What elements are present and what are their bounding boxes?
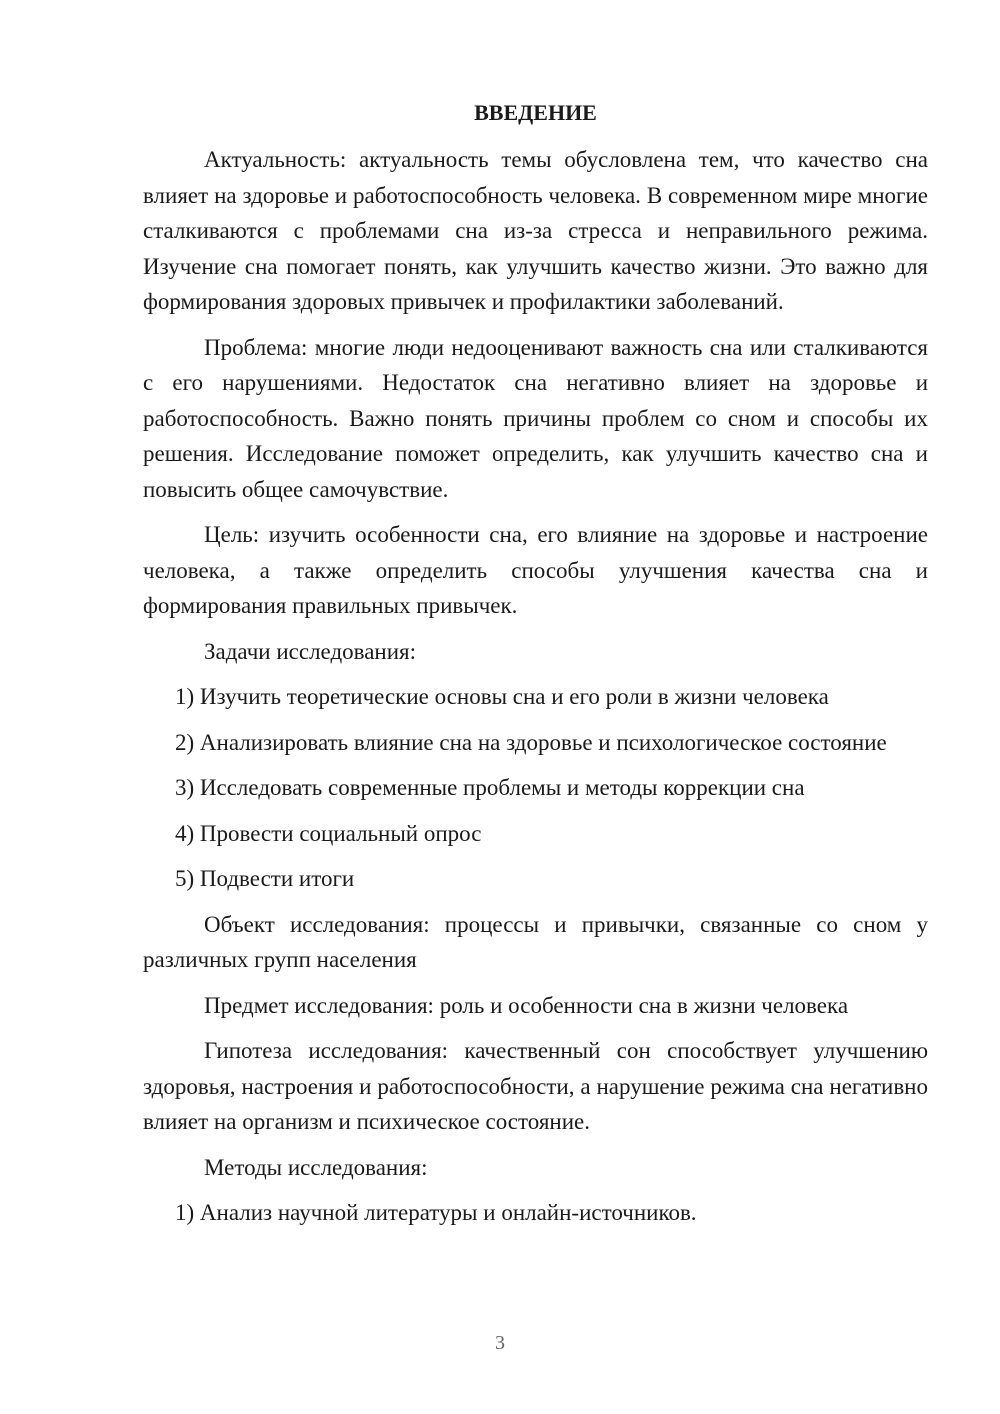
methods-heading: Методы исследования: — [204, 1154, 428, 1180]
task-item: 3) Исследовать современные проблемы и методы коррекции сна — [175, 775, 805, 800]
task-item: 4) Провести социальный опрос — [175, 820, 482, 846]
page-number: 3 — [495, 1332, 505, 1354]
task-item: 2) Анализировать влияние сна на здоровье и психологическое состояние — [175, 729, 887, 755]
page-title: ВВЕДЕНИЕ — [474, 100, 597, 125]
hypothesis-paragraph: Гипотеза исследования: качественный сон способствует улучшению здоровья, настроения и работоспособности, а нарушение режима сна негативно влияет на организм и психическое состояние. — [143, 1038, 928, 1134]
goal-paragraph: Цель: изучить особенности сна, его влияние на здоровье и настроение человека, а также определить способы улучшения качества сна и формирования правильных привычек. — [143, 522, 928, 618]
subject-paragraph: Предмет исследования: роль и особенности сна в жизни человека — [204, 992, 849, 1018]
task-item: 1) Изучить теоретические основы сна и его роли в жизни человека — [175, 684, 829, 709]
task-item: 5) Подвести итоги — [175, 866, 355, 891]
relevance-paragraph: Актуальность: актуальность темы обусловлена тем, что качество сна влияет на здоровье и работоспособность человека. В современном мире многие сталкиваются с проблемами сна из-за стресса и неправильного режима. Изучение сна помогает понять, как улучшить качество жизни. Это важно для формирования здоровых привычек и профилактики заболеваний. — [143, 147, 928, 314]
method-item: 1) Анализ научной литературы и онлайн-источников. — [175, 1200, 697, 1225]
page-content — [143, 95, 928, 1241]
object-paragraph: Объект исследования: процессы и привычки, связанные со сном у различных групп населения — [143, 911, 928, 972]
tasks-heading: Задачи исследования: — [204, 638, 417, 664]
problem-paragraph: Проблема: многие люди недооценивают важность сна или сталкиваются с его нарушениями. Недостаток сна негативно влияет на здоровье и работоспособность. Важно понять причины проблем со сном и способы их решения. Исследование поможет определить, как улучшить качество сна и повысить общее самочувствие. — [143, 334, 928, 502]
